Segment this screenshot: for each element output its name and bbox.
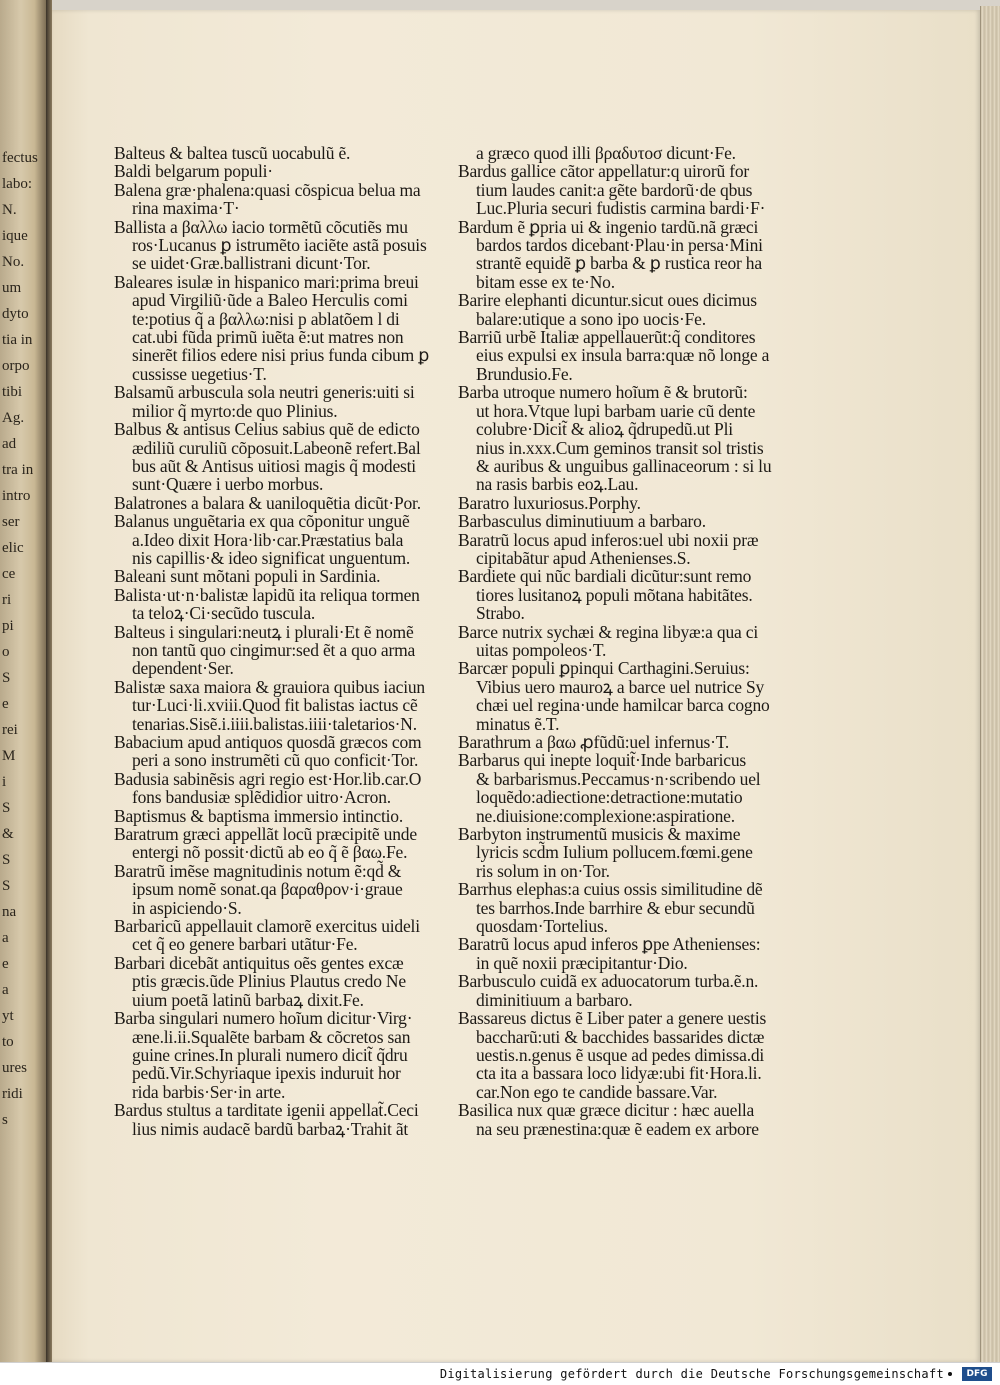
entry-line: Bardiete qui nũc bardiali dicũtur:sunt remo [458,566,752,587]
entry-line: nis capillis·& ideo significat unguentum. [132,547,411,568]
entry-line: Baratro luxuriosus.Porphy. [458,492,641,513]
entry-line: quosdam·Tortelius. [476,916,608,937]
entry-line: cta ita a bassara loco lidyæ:ubi fit·Hora.li. [476,1063,762,1084]
entry-line: dependent·Ser. [132,658,234,679]
facing-page-fragment: a [2,930,9,946]
entry-line: Barba singulari numero hoĩum dicitur·Virg· [114,1008,413,1029]
facing-page-fragment: Ag. [2,410,25,426]
entry-line: Basilica nux quæ græce dicitur : hæc auella [458,1100,755,1121]
entry-line: non tantũ quo cingimur:sed ẽt a quo arma [132,639,416,660]
facing-page-fragment: fectus [2,150,38,166]
entry-line: baccharũ:uti & bacchides bassarides dictæ [476,1026,765,1047]
entry-line: in aspiciendo·S. [132,897,242,918]
facing-page-fragment: ad [2,436,17,452]
entry-line: & barbarismus.Peccamus·n·scribendo uel [476,768,761,789]
footer-bar [0,1362,1000,1385]
facing-page-fragment: e [2,696,9,712]
entry-line: lius nimis audacẽ bardũ barbaꝝ·Trahit ãt [132,1118,409,1139]
dictionary-entry [114,181,454,218]
entry-line: Bardus stultus a tarditate igenii appellat̃.Ceci [114,1100,419,1121]
entry-line: bardos tardos dicebant·Plau·in persa·Mini [476,235,763,256]
entry-line: rina maxima·T· [132,198,240,219]
footer-credit: Digitalisierung gefördert durch die Deutsche Forschungsgemeinschaft [440,1367,956,1381]
entry-line: ptis græcis.ũde Plinius Plautus credo Ne [132,971,406,992]
entry-line: Barce nutrix sychæi & regina libyæ:a qua ci [458,621,758,642]
entry-line: Baratrũ locus apud inferos:uel ubi noxii præ [458,529,759,550]
entry-line: Bardus gallice cãtor appellatur:q uirorũ for [458,161,750,182]
entry-line: cet q̃ eo genere barbari utãtur·Fe. [132,934,358,955]
dictionary-entry [114,807,454,825]
entry-line: te:potius q̃ a βαλλω:nisi p ablatõem l di [132,308,400,329]
dictionary-entry [458,567,786,622]
entry-line: Barbusculo cuidã ex aduocatorum turba.ẽ.n. [458,971,759,992]
facing-page-fragment: N. [2,202,17,218]
facing-page-fragment: orpo [2,358,30,374]
scan-top-strip [0,0,1000,10]
dictionary-entry [114,862,454,917]
entry-line: a græco quod illi βραδυτοσ dicunt·Fe. [476,143,736,163]
dictionary-entry [114,678,454,733]
entry-line: sunt·Quære i uerbo morbus. [132,474,324,495]
facing-page-fragment: intro [2,488,31,504]
entry-line: Barbarus qui inepte loquit̃·Inde barbaricus [458,750,747,771]
dictionary-entry [458,623,786,660]
dictionary-entry [114,144,454,162]
entry-line: entergi nõ possit·dictũ ab eo q̃ ẽ βαω.Fe. [132,842,408,863]
dictionary-entry [458,328,786,383]
dictionary-entry [458,531,786,568]
entry-line: tiores lusitanoꝝ populi mõtana habitãtes. [476,584,753,605]
entry-line: Barriũ urbẽ Italiæ appellauerũt:q̃ conditores [458,327,756,348]
entry-line: Balteus i singulari:neutꝝ i plurali·Et ẽ nomẽ [114,621,414,642]
entry-line: Barbari dicebãt antiquitus oẽs gentes excæ [114,952,404,973]
entry-line: ædiliũ curuliũ cõposuit.Labeonẽ refert.Bal [132,437,421,458]
entry-line: Balatrones a balara & uaniloquẽtia dicũt·Por. [114,492,421,513]
dictionary-entry [114,567,454,585]
entry-line: cipitabãtur apud Athenienses.S. [476,547,691,568]
facing-page-fragment: pi [2,618,14,634]
facing-page-fragment: s [2,1112,8,1128]
facing-page-fragment: yt [2,1008,14,1024]
dictionary-entry [114,623,454,678]
entry-line: Babacium apud antiquos quosdã græcos com [114,732,422,752]
entry-line: uitas pompoleos·T. [476,639,607,660]
facing-page-fragment: rei [2,722,18,738]
entry-line: strantẽ equidẽ ꝑ barba & ꝑ rustica reor ha [476,253,762,274]
entry-line: tes barrhos.Inde barrhire & ebur secundũ [476,897,755,918]
dictionary-entry [114,917,454,954]
entry-line: bus aũt & Antisus uitiosi magis q̃ modesti [132,455,416,476]
facing-page-fragment: i [2,774,7,790]
entry-line: se uidet·Græ.ballistrani dicunt·Tor. [132,253,371,274]
dictionary-entry [114,383,454,420]
entry-line: ut hora.Vtque lupi barbam uarie cũ dente [476,400,756,421]
entry-line: ris solum in on·Tor. [476,860,610,881]
entry-line: Barba utroque numero hoĩum ẽ & brutorũ: [458,382,748,403]
entry-line: ta teloꝝ·Ci·secũdo tuscula. [132,603,316,624]
facing-page-fragment: tia in [2,332,33,348]
entry-line: milior q̃ myrto:de quo Plinius. [132,400,338,421]
entry-line: ros·Lucanus ꝑ istrumẽto iaciẽte astã posuis [132,235,427,256]
dictionary-entry [458,512,786,530]
entry-line: Bassareus dictus ẽ Liber pater a genere uestis [458,1008,767,1029]
facing-page-fragment: S [2,852,11,868]
dictionary-entry [458,880,786,935]
facing-page-edge [0,0,46,1362]
entry-line: ipsum nomẽ sonat.qa βαραθρον·i·graue [132,879,403,900]
entry-line: diminitiuum a barbaro. [476,989,633,1010]
dictionary-entry [114,733,454,770]
entry-line: in quẽ noxii præcipitantur·Dio. [476,952,688,973]
facing-page-fragment: ridi [2,1086,23,1102]
entry-line: Barcær populi ꝑpinqui Carthagini.Seruius: [458,658,750,679]
entry-line: Balena græ·phalena:quasi cõspicua belua ma [114,179,421,200]
dictionary-entry [458,162,786,217]
entry-line: Balsamũ arbuscula sola neutri generis:uiti si [114,382,415,403]
facing-page-fragment: ique [2,228,28,244]
facing-page-fragment: S [2,800,11,816]
entry-line: Balistæ saxa maiora & grauiora quibus iaciun [114,676,425,697]
facing-page-fragment: labo: [2,176,32,192]
entry-line: cat.ubi fũda primũ iuẽta ẽ:ut matres non [132,327,404,348]
dictionary-entry [458,291,786,328]
entry-line: Baptismus & baptisma immersio intinctio. [114,805,403,826]
dictionary-entry [458,751,786,825]
dictionary-entry [114,218,454,273]
entry-line: Barbaricũ appellauit clamorẽ exercitus uideli [114,916,420,937]
entry-line: Balista·ut·n·balistæ lapidũ ita reliqua tormen [114,584,420,605]
dictionary-entry [114,1009,454,1101]
dictionary-entry [114,825,454,862]
entry-line: Barbyton instrumentũ musicis & maxime [458,824,741,845]
entry-line: Brundusio.Fe. [476,363,573,384]
entry-line: Barathrum a βαω ꝓfũdũ:uel infernus·T. [458,732,730,752]
entry-line: lyricis scd̃m Iulium pollucem.fœmi.gene [476,842,753,863]
dictionary-entry [458,825,786,880]
facing-page-fragment: to [2,1034,14,1050]
dictionary-entry [114,1101,454,1138]
entry-line: balare:utique a sono ipo uocis·Fe. [476,308,706,329]
entry-line: sinerẽt filios edere nisi prius funda cibum ꝑ [132,345,430,366]
entry-line: Strabo. [476,603,525,624]
dfg-logo: DFG [962,1367,992,1381]
entry-line: car.Non ego te candide bassare.Var. [476,1081,718,1102]
facing-page-fragment: & [2,826,14,842]
entry-line: tenarias.Sisẽ.i.iiii.balistas.iiii·taletarios·N. [132,713,417,734]
facing-page-fragment: um [2,280,22,296]
dictionary-entry [114,273,454,383]
entry-line: chæi uel regina·unde hamilcar barca cogno [476,695,770,716]
entry-line: Baleani sunt mõtani populi in Sardinia. [114,566,381,587]
entry-line: minatus ẽ.T. [476,713,560,734]
entry-line: eius expulsi ex insula barra:quæ nõ longe a [476,345,770,366]
dictionary-entry [114,494,454,512]
dictionary-entry [114,586,454,623]
dictionary-entry [458,935,786,972]
entry-line: na seu prænestina:quæ ẽ eadem ex arbore [476,1118,759,1139]
entry-line: Balanus unguẽtaria ex qua cõponitur unguẽ [114,511,410,532]
facing-page-fragment: na [2,904,17,920]
facing-page-fragment: tra in [2,462,34,478]
entry-line: pedũ.Vir.Schyriaque ipexis induruit hor [132,1063,401,1084]
entry-line: bitam esse ex te·No. [476,271,615,292]
entry-line: Baldi belgarum populi· [114,161,273,182]
dictionary-entry [458,144,786,162]
entry-line: Barire elephanti dicuntur.sicut oues dicimus [458,290,757,311]
entry-line: a.Ideo dixit Hora·lib·car.Præstatius bala [132,529,404,550]
entry-line: Baratrum græci appellãt locũ præcipitẽ unde [114,824,417,845]
facing-page-fragment: M [2,748,16,764]
entry-line: uestis.n.genus ẽ usque ad pedes dimissa.di [476,1044,765,1065]
entry-line: Luc.Pluria securi fudistis carmina bardi·F· [476,198,766,219]
entry-line: apud Virgiliũ·ũde a Baleo Herculis comi [132,290,408,311]
entry-line: guine crines.In plurali numero dicit̃ q̃dru [132,1044,408,1065]
dictionary-entry [114,420,454,494]
dictionary-entry [114,770,454,807]
facing-page-fragment: S [2,878,11,894]
facing-page-fragment: tibi [2,384,23,400]
facing-page-fragment: No. [2,254,25,270]
facing-page-fragment: o [2,644,10,660]
entry-line: Badusia sabinẽsis agri regio est·Hor.lib.car.O [114,768,422,789]
page-stack-edge [980,6,1000,1362]
entry-line: nius in.xxx.Cum geminos transit sol tristis [476,437,764,458]
dictionary-entry [458,383,786,493]
dictionary-entry [458,659,786,733]
facing-page-fragment: elic [2,540,24,556]
entry-line: fons bandusiæ splẽdidior uitro·Acron. [132,787,391,808]
entry-line: Barbasculus diminutiuum a barbaro. [458,511,706,532]
entry-line: Barrhus elephas:a cuius ossis similitudine dẽ [458,879,763,900]
entry-line: Baratrũ imẽse magnitudinis notum ẽ:qd̃ & [114,860,402,881]
dictionary-entry [458,1009,786,1101]
facing-page-fragment: ser [2,514,20,530]
entry-line: tur·Luci·li.xviii.Quod fit balistas iactus cẽ [132,695,418,716]
dictionary-entry [114,954,454,1009]
facing-page-fragment: dyto [2,306,29,322]
facing-page-fragment: ri [2,592,12,608]
dictionary-entry [114,512,454,567]
entry-line: rida barbis·Ser·in arte. [132,1081,286,1102]
entry-line: Ballista a βαλλω iacio tormẽtũ cõcutiẽs mu [114,216,408,237]
entry-line: Balteus & baltea tuscũ uocabulũ ẽ. [114,143,351,163]
entry-line: Bardum ẽ ꝑpria ui & ingenio tardũ.nã græci [458,216,759,237]
entry-line: na rasis barbis eoꝝ.Lau. [476,474,639,495]
facing-page-fragment: a [2,982,9,998]
entry-line: Vibius uero mauroꝝ a barce uel nutrice Sy [476,676,765,697]
entry-line: & auribus & unguibus gallinaceorum : si lu [476,455,772,476]
entry-line: colubre·Dicit̃ & alioꝝ q̃drupedũ.ut Pli [476,419,733,440]
facing-page-fragment: ures [2,1060,27,1076]
facing-page-fragment: S [2,670,11,686]
facing-page-fragment: ce [2,566,16,582]
dictionary-entry [458,1101,786,1138]
entry-line: tium laudes canit:a gẽte bardorũ·de qbus [476,179,753,200]
dictionary-entry [458,494,786,512]
entry-line: ne.diuisione:complexione:aspiratione. [476,805,735,826]
entry-line: loquẽdo:adiectione:detractione:mutatio [476,787,743,808]
dictionary-entry [458,218,786,292]
entry-line: cussisse uegetius·T. [132,363,267,384]
text-column-left [114,144,454,1138]
dictionary-entry [458,972,786,1009]
facing-page-fragment: e [2,956,9,972]
entry-line: Baratrũ locus apud inferos ꝑpe Athenienses: [458,934,761,955]
dictionary-entry [458,733,786,751]
text-column-right [458,144,786,1138]
entry-line: uium poetã latinũ barbaꝝ dixit.Fe. [132,989,364,1010]
dictionary-entry [114,162,454,180]
entry-line: peri a sono instrumẽti cũ quo conficit·Tor. [132,750,419,771]
entry-line: Balbus & antisus Celius sabius quẽ de edicto [114,419,420,440]
entry-line: æne.li.ii.Squalẽte barbam & cõcretos san [132,1026,411,1047]
entry-line: Baleares isulæ in hispanico mari:prima breui [114,271,419,292]
separator-dot [948,1372,952,1376]
